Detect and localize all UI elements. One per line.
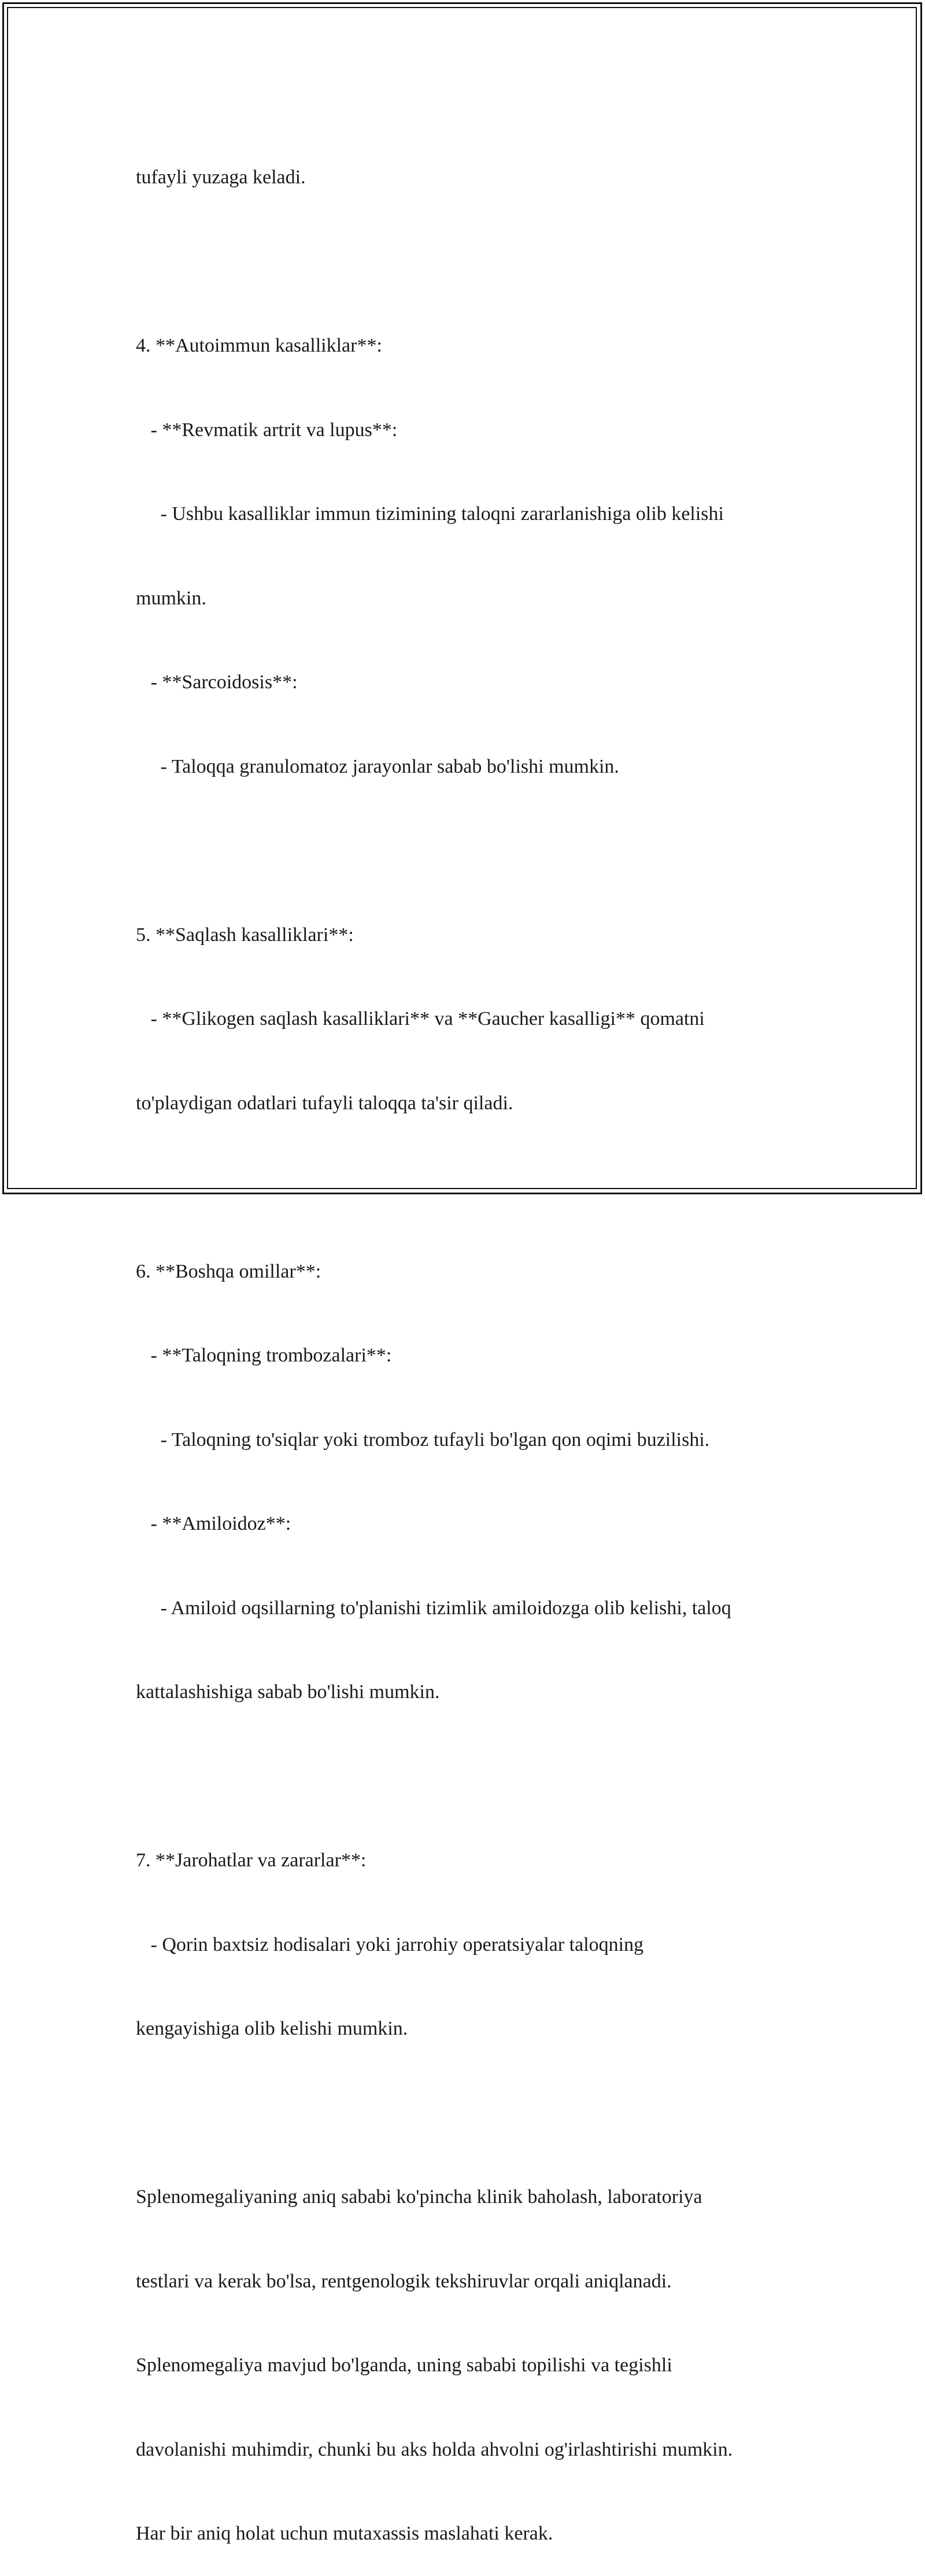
blank-line [136, 1763, 795, 1791]
conclusion-line: Har bir aniq holat uchun mutaxassis maslahati kerak. [136, 2523, 553, 2544]
text-line: kattalashishiga sabab bo'lishi mumkin. [136, 1681, 440, 1703]
sub-list-item: - Amiloid oqsillarning to'planishi tizimlik amiloidozga olib kelishi, taloq [136, 1597, 731, 1619]
conclusion-line: testlari va kerak bo'lsa, rentgenologik tekshiruvlar orqali aniqlanadi. [136, 2270, 672, 2292]
list-item: - Qorin baxtsiz hodisalari yoki jarrohiy operatsiyalar taloqning [136, 1933, 644, 1955]
text-line: kengayishiga olib kelishi mumkin. [136, 2018, 408, 2039]
section-heading: 4. **Autoimmun kasalliklar**: [136, 335, 382, 356]
text-line: tufayli yuzaga keladi. [136, 167, 306, 188]
text-line: mumkin. [136, 587, 206, 609]
conclusion-line: Splenomegaliyaning aniq sababi ko'pincha klinik baholash, laboratoriya [136, 2186, 702, 2208]
list-item: - **Revmatik artrit va lupus**: [136, 419, 398, 441]
sub-list-item: - Ushbu kasalliklar immun tizimining taloqni zararlanishiga olib kelishi [136, 503, 724, 525]
section-heading: 7. **Jarohatlar va zararlar**: [136, 1850, 367, 1871]
list-item: - **Sarcoidosis**: [136, 671, 298, 693]
blank-line [136, 1173, 795, 1202]
conclusion-line: davolanishi muhimdir, chunki bu aks holda ahvolni og'irlashtirishi mumkin. [136, 2438, 733, 2460]
list-item: - **Amiloidoz**: [136, 1513, 291, 1534]
list-item: - **Glikogen saqlash kasalliklari** va **Gaucher kasalligi** qomatni [136, 1008, 705, 1029]
section-heading: 6. **Boshqa omillar**: [136, 1260, 321, 1282]
list-item: - **Taloqning trombozalari**: [136, 1345, 392, 1366]
section-heading: 5. **Saqlash kasalliklari**: [136, 924, 354, 946]
blank-line [136, 248, 795, 276]
blank-line [136, 2099, 795, 2128]
document-body [136, 108, 795, 2576]
sub-list-item: - Taloqning to'siqlar yoki tromboz tufayli bo'lgan qon oqimi buzilishi. [136, 1429, 710, 1451]
blank-line [136, 837, 795, 865]
sub-list-item: - Taloqqa granulomatoz jarayonlar sabab bo'lishi mumkin. [136, 755, 619, 777]
conclusion-line: Splenomegaliya mavjud bo'lganda, uning sababi topilishi va tegishli [136, 2354, 672, 2376]
text-line: to'playdigan odatlari tufayli taloqqa ta'sir qiladi. [136, 1092, 513, 1114]
